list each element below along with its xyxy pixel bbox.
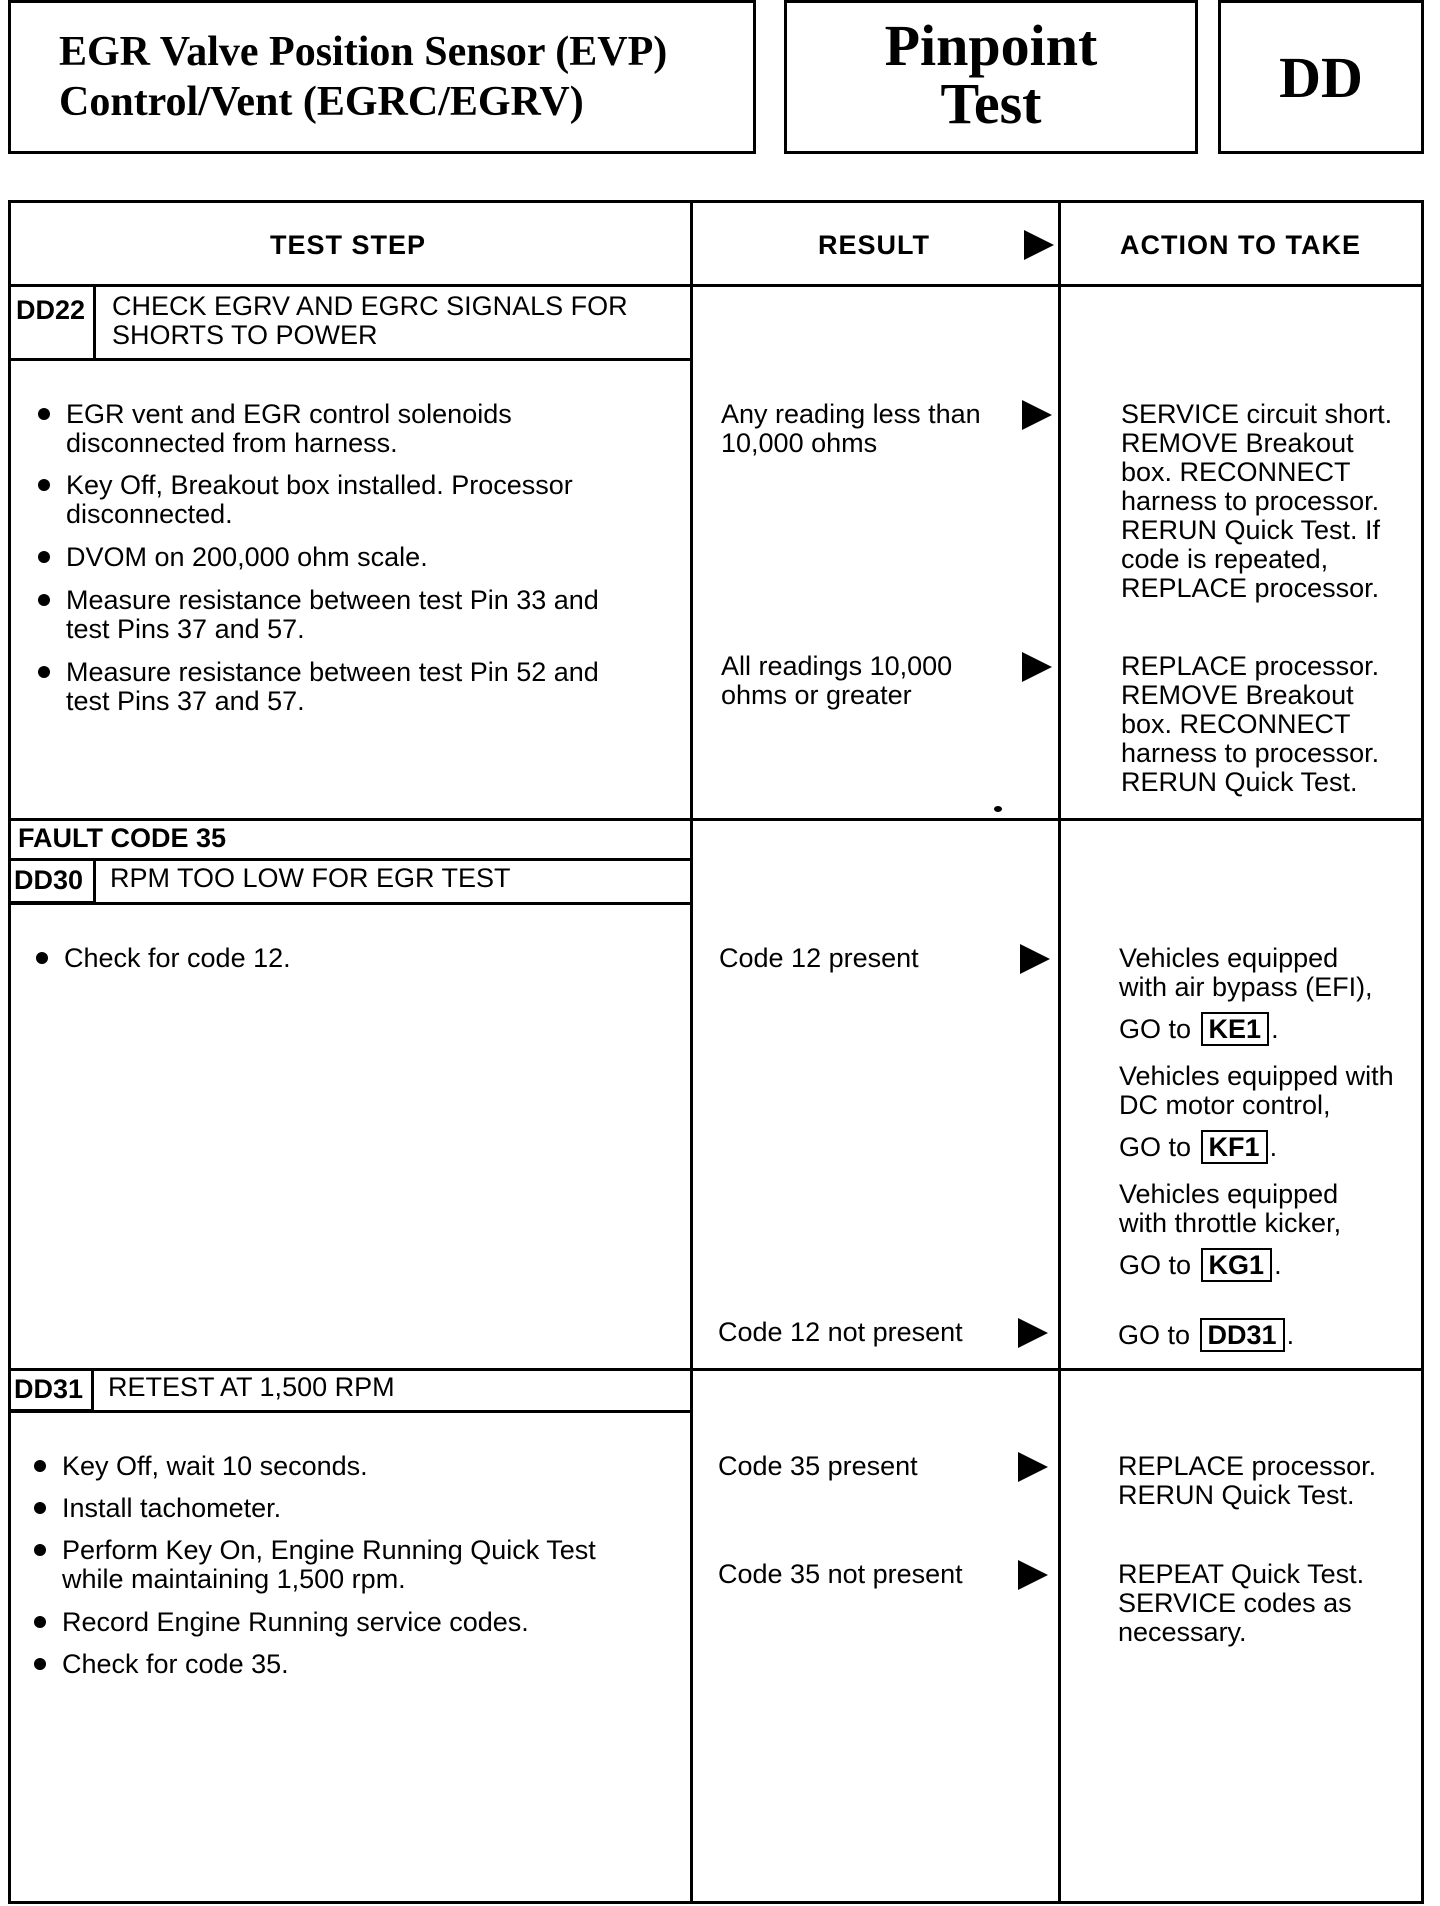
action-dd30-throttle-kicker: Vehicles equipped with throttle kicker,: [1119, 1179, 1342, 1238]
pinpoint-test-box: [784, 0, 1198, 154]
fault-code-label: FAULT CODE 35: [18, 823, 227, 853]
bullet-icon: [34, 1658, 46, 1670]
result-dd22-ok: All readings 10,000 ohms or greater: [721, 651, 953, 710]
fault-code-divider: [8, 858, 692, 861]
arrow-icon: [1022, 652, 1052, 682]
step-title-dd30: RPM TOO LOW FOR EGR TEST: [110, 863, 511, 893]
goto-ke1: GO to KE1 .: [1119, 1014, 1279, 1044]
step-id-dd30: DD30: [14, 865, 84, 895]
column-header-action: ACTION TO TAKE: [1120, 230, 1361, 260]
result-arrow-icon: [1024, 230, 1054, 260]
result-dd30-not-present: Code 12 not present: [718, 1317, 963, 1347]
action-dd31-not-present: REPEAT Quick Test. SERVICE codes as necessary.: [1118, 1559, 1365, 1647]
goto-kf1: GO to KF1 .: [1119, 1132, 1278, 1162]
list-item: Key Off, Breakout box installed. Processor disconnected.: [66, 471, 573, 529]
step-title-divider-dd22: [8, 358, 692, 361]
action-dd22-ok: REPLACE processor. REMOVE Breakout box. RECONNECT harness to processor. RERUN Quick Test.: [1121, 651, 1380, 797]
action-dd30-air-bypass: Vehicles equipped with air bypass (EFI),: [1119, 943, 1373, 1002]
bullet-icon: [34, 1544, 46, 1556]
goto-dd31: GO to DD31 .: [1118, 1320, 1295, 1350]
bullet-icon: [34, 1460, 46, 1472]
list-item: Measure resistance between test Pin 33 and test Pins 37 and 57.: [66, 586, 599, 644]
bullet-icon: [38, 408, 50, 420]
bullet-icon: [38, 666, 50, 678]
step-id-dd22: DD22: [16, 295, 86, 325]
pinpoint-line-2: Test: [940, 71, 1042, 136]
step-id-dd31: DD31: [14, 1374, 84, 1404]
bullet-icon: [38, 594, 50, 606]
title-line-1: EGR Valve Position Sensor (EVP): [59, 29, 668, 75]
result-dd22-low: Any reading less than 10,000 ohms: [721, 399, 981, 458]
test-code: DD: [1279, 45, 1363, 110]
header-divider: [8, 284, 1424, 287]
section-divider-dd31: [8, 1368, 1424, 1371]
result-dd31-present: Code 35 present: [718, 1451, 918, 1481]
action-dd22-low: SERVICE circuit short. REMOVE Breakout box. RECONNECT harness to processor. RERUN Quick Test. If code is repeated, REPLACE processor.: [1121, 399, 1393, 603]
list-item: Check for code 12.: [64, 944, 291, 973]
section-divider-dd30: [8, 818, 1424, 821]
goto-dd31-link[interactable]: DD31: [1200, 1318, 1285, 1352]
column-header-result: RESULT: [818, 230, 930, 260]
bullet-icon: [36, 952, 48, 964]
arrow-icon: [1018, 1452, 1048, 1482]
goto-kf1-link[interactable]: KF1: [1201, 1130, 1268, 1164]
title-box: [8, 0, 756, 154]
list-item: Perform Key On, Engine Running Quick Test while maintaining 1,500 rpm.: [62, 1536, 596, 1594]
list-item: EGR vent and EGR control solenoids disconnected from harness.: [66, 400, 512, 458]
page-title: [59, 27, 749, 127]
goto-kg1-link[interactable]: KG1: [1201, 1248, 1273, 1282]
action-dd30-dc-motor: Vehicles equipped with DC motor control,: [1119, 1061, 1394, 1120]
list-item: Check for code 35.: [62, 1650, 289, 1679]
arrow-icon: [1022, 400, 1052, 430]
step-title-divider-dd31: [8, 1410, 692, 1413]
list-item: Key Off, wait 10 seconds.: [62, 1452, 368, 1481]
list-item: Record Engine Running service codes.: [62, 1608, 529, 1637]
bullet-icon: [34, 1502, 46, 1514]
goto-ke1-link[interactable]: KE1: [1201, 1012, 1270, 1046]
arrow-icon: [1018, 1560, 1048, 1590]
print-speck: [994, 806, 1002, 812]
column-divider-action: [1058, 200, 1061, 1904]
step-title-dd22: CHECK EGRV AND EGRC SIGNALS FOR SHORTS TO POWER: [112, 291, 628, 350]
test-code-box: [1218, 0, 1424, 154]
column-header-test-step: TEST STEP: [270, 230, 427, 260]
bullet-icon: [34, 1616, 46, 1628]
action-dd31-present: REPLACE processor. RERUN Quick Test.: [1118, 1451, 1377, 1510]
list-item: Measure resistance between test Pin 52 and test Pins 37 and 57.: [66, 658, 599, 716]
pinpoint-test-label: [787, 13, 1195, 136]
goto-kg1: GO to KG1 .: [1119, 1250, 1282, 1280]
step-title-divider-dd30: [8, 902, 692, 905]
result-dd31-not-present: Code 35 not present: [718, 1559, 963, 1589]
list-item: DVOM on 200,000 ohm scale.: [66, 543, 428, 572]
step-title-dd31: RETEST AT 1,500 RPM: [108, 1372, 395, 1402]
column-divider-result: [690, 200, 693, 1904]
list-item: Install tachometer.: [62, 1494, 281, 1523]
bullet-icon: [38, 551, 50, 563]
result-dd30-present: Code 12 present: [719, 943, 919, 973]
title-line-2: Control/Vent (EGRC/EGRV): [59, 79, 584, 125]
bullet-icon: [38, 479, 50, 491]
pinpoint-line-1: Pinpoint: [884, 13, 1098, 78]
arrow-icon: [1020, 944, 1050, 974]
arrow-icon: [1018, 1318, 1048, 1348]
